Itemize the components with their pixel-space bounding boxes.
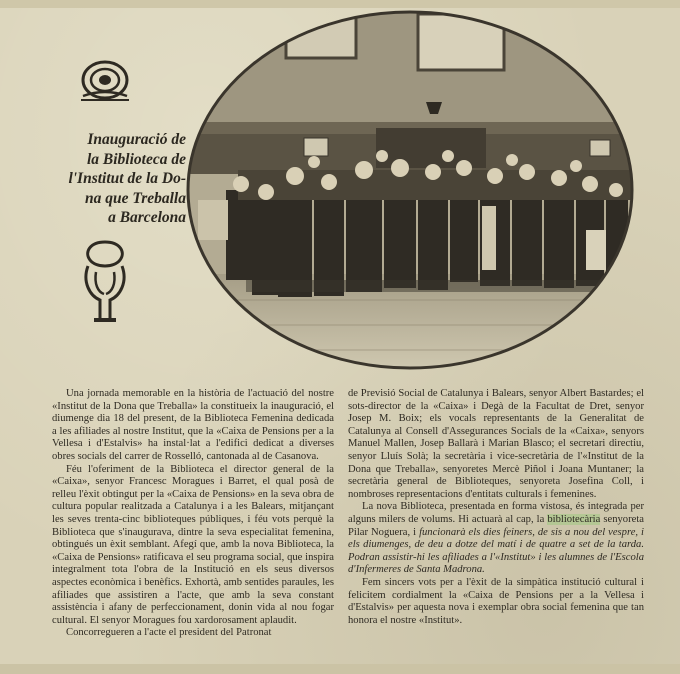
top-edge (0, 0, 680, 8)
paragraph-text: La nova Biblioteca, presentada en forma vistosa, és integrada per alguns milers de volums. Hi actuarà al cap, la (348, 501, 644, 525)
group-photo (186, 10, 634, 370)
headline-line: la Biblioteca de (86, 150, 186, 168)
paragraph-text: senyoreta Pilar Noguera, i (348, 513, 644, 538)
headline-line: l'Institut de la Do- (68, 170, 186, 187)
article-column-left (52, 388, 334, 640)
article-column-right (348, 388, 644, 627)
ornament-bottom-icon (80, 238, 130, 324)
ornament-top-icon (78, 58, 132, 102)
highlighted-word: bibliotecària (547, 513, 601, 525)
paragraph: de Previsió Social de Catalunya i Balears, senyor Albert Bastardes; el sots-director de la «Caixa» i Degà de la Facultat de Dret, senyor Josep M. Boix; els vocals representants de la Generalitat de Catalunya al Consell d'Assegurances Socials de la «Caixa», senyors Manuel Mallen, Josep Ballarà i Marian Blasco; el secretari directiu, senyor Lluís Solà; la secretària i vice-secretària de l'«Institut de la Dona que Treballa», senyoretes Mercè Piñol i Joana Muntaner; la secretària general de Biblioteques, senyoreta Josefina Coll, i nombroses representacions d'entitats culturals i femenines. (348, 388, 644, 500)
paragraph (348, 501, 644, 577)
headline-line: na que Treballa (84, 189, 186, 207)
paragraph: Una jornada memorable en la història de l'actuació del nostre «Institut de la Dona que Treballa» la constitueix la inauguració, el diumenge dia 18 del present, de la Biblioteca Femenina dedicada a les afiliades al nostre Institut, que la «Caixa de Pensions per a la Vellesa i d'Estalvis» ha instal·lat a l'edifici dedicat a diverses obres socials del carrer de Rosselló, cantonada al de Casanova. (52, 388, 334, 462)
paragraph: Fem sincers vots per a l'èxit de la simpàtica institució cultural i felicitem cordialment la «Caixa de Pensions per a la Vellesa i d'Estalvis» per aquesta nova i exemplar obra social femenina que tan honora el nostre «Institut». (348, 576, 644, 626)
headline-line: Inauguració de (87, 131, 186, 148)
bottom-edge (0, 664, 680, 674)
headline-line: a Barcelona (108, 209, 186, 226)
paragraph: Concorregueren a l'acte el president del Patronat (66, 627, 272, 639)
group-photo-icon (186, 10, 634, 370)
article-headline (24, 130, 186, 228)
paragraph: Féu l'oferiment de la Biblioteca el director general de la «Caixa», senyor Francesc Moragues i Barret, el qual posà de relleu l'èxit obtingut per la «Caixa de Pensions» en la seva obra de cultura popular realitzada a Catalunya i a les Balears, mitjançant les seves trenta-cinc biblioteques públiques, i féu vots perquè la Biblioteca que s'inaugurava, dintre la seva especialitat femenina, obtingués un èxit semblant. Afegí que, amb la nova Biblioteca, la «Caixa de Pensions» ratificava el seu programa social, que inspira integralment tota l'obra de la Institució en els seus diversos aspectes econòmica i benèfics. Exhortà, amb sentides paraules, les afiliades que assistiren a l'acte, que amb la seva constant assistència i afany de perfeccionament, donin vida al nou fogar cultural. El senyor Moragues fou xardorosament aplaudit. (52, 463, 334, 626)
italic-text: funcionarà els dies feiners, de sis a nou del vespre, i els diumenges, de deu a dotze del matí i de quatre a set de la tarda. Podran assistir-hi les afiliades a l'«Institut» i les alumnes de l'Escola d'Infermeres de Santa Madrona. (348, 526, 644, 576)
